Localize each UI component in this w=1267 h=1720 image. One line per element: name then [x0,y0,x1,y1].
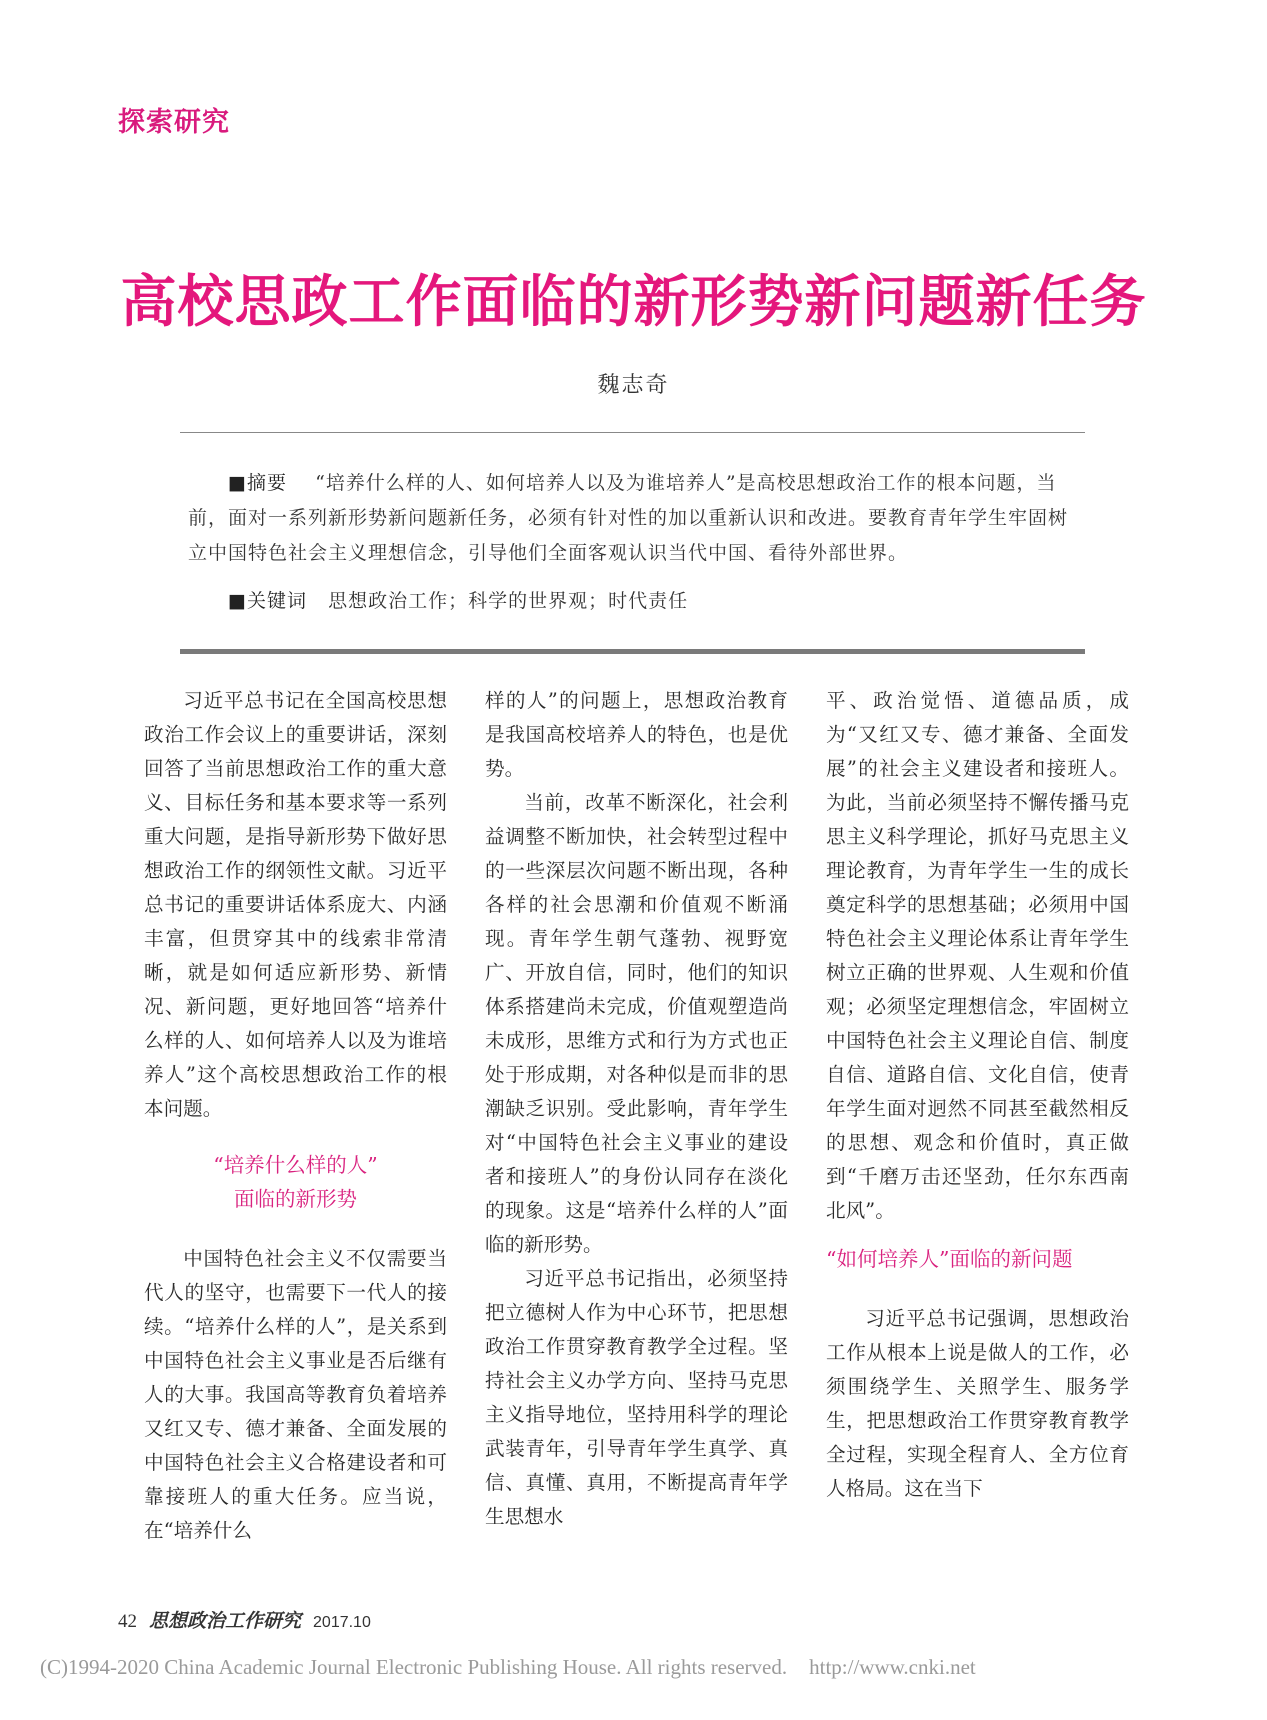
body-column-1 [144,684,447,1548]
page-footer [118,1606,371,1633]
paragraph: 平、政治觉悟、道德品质，成为“又红又专、德才兼备、全面发展”的社会主义建设者和接班人。为此，当前必须坚持不懈传播马克思主义科学理论，抓好马克思主义理论教育，为青年学生一生的成长奠定科学的思想基础；必须用中国特色社会主义理论体系让青年学生树立正确的世界观、人生观和价值观；必须坚定理想信念，牢固树立中国特色社会主义理论自信、制度自信、道路自信、文化自信，使青年学生面对迥然不同甚至截然相反的思想、观念和价值时，真正做到“千磨万击还坚劲，任尔东西南北风”。 [826,689,1129,1222]
article-title: 高校思政工作面临的新形势新问题新任务 [120,270,1147,335]
paragraph: 习近平总书记强调，思想政治工作从根本上说是做人的工作，必须围绕学生、关照学生、服务学生，把思想政治工作贯穿教育教学全过程，实现全程育人、全方位育人格局。这在当下 [826,1307,1129,1500]
journal-name: 思想政治工作研究 [149,1610,302,1632]
paragraph: 习近平总书记指出，必须坚持把立德树人作为中心环节，把思想政治工作贯穿教育教学全过程。坚持社会主义办学方向、坚持马克思主义指导地位，坚持用科学的理论武装青年，引导青年学生真学、真信、真懂、真用，不断提高青年学生思想水 [485,1267,788,1528]
copyright-text: (C)1994-2020 China Academic Journal Electronic Publishing House. All rights reserved. [40,1655,788,1679]
paragraph: 样的人”的问题上，思想政治教育是我国高校培养人的特色，也是优势。 [485,689,788,780]
header-divider [180,432,1085,433]
section-heading-line: 面临的新形势 [234,1187,357,1211]
section-heading-1 [144,1148,447,1216]
section-tag: 探索研究 [118,107,230,138]
abstract-label: ■摘要 [228,472,287,494]
cnki-url: http://www.cnki.net [809,1655,976,1679]
paragraph: 习近平总书记在全国高校思想政治工作会议上的重要讲话，深刻回答了当前思想政治工作的重大意义、目标任务和基本要求等一系列重大问题，是指导新形势下做好思想政治工作的纲领性文献。习近平总书记的重要讲话体系庞大、内涵丰富，但贯穿其中的线索非常清晰，就是如何适应新形势、新情况、新问题，更好地回答“培养什么样的人、如何培养人以及为谁培养人”这个高校思想政治工作的根本问题。 [144,689,447,1120]
body-column-2 [485,684,788,1534]
page-number: 42 [118,1611,137,1632]
section-heading-line: “培养什么样的人” [213,1153,378,1177]
keywords-text: 思想政治工作；科学的世界观；时代责任 [328,590,689,612]
abstract-text: “培养什么样的人、如何培养人以及为谁培养人”是高校思想政治工作的根本问题，当前，面对一系列新形势新问题新任务，必须有针对性的加以重新认识和改进。要教育青年学生牢固树立中国特色社会主义理想信念，引导他们全面客观认识当代中国、看待外部世界。 [188,472,1069,564]
keywords-label: ■关键词 [228,590,307,612]
abstract-divider [180,649,1085,654]
author: 魏志奇 [597,373,670,398]
keywords [228,586,688,613]
abstract [188,466,1083,571]
copyright-watermark [40,1655,976,1680]
section-heading-2: “如何培养人”面临的新问题 [826,1247,1073,1271]
paragraph: 当前，改革不断深化，社会利益调整不断加快，社会转型过程中的一些深层次问题不断出现，各种各样的社会思潮和价值观不断涌现。青年学生朝气蓬勃、视野宽广、开放自信，同时，他们的知识体系搭建尚未完成，价值观塑造尚未成形，思维方式和行为方式也正处于形成期，对各种似是而非的思潮缺乏识别。受此影响，青年学生对“中国特色社会主义事业的建设者和接班人”的身份认同存在淡化的现象。这是“培养什么样的人”面临的新形势。 [485,791,788,1256]
paragraph: 中国特色社会主义不仅需要当代人的坚守，也需要下一代人的接续。“培养什么样的人”，是关系到中国特色社会主义事业是否后继有人的大事。我国高等教育负着培养又红又专、德才兼备、全面发展的中国特色社会主义合格建设者和可靠接班人的重大任务。应当说，在“培养什么 [144,1247,447,1542]
issue-number: 2017.10 [313,1614,371,1631]
body-column-3 [826,684,1129,1506]
